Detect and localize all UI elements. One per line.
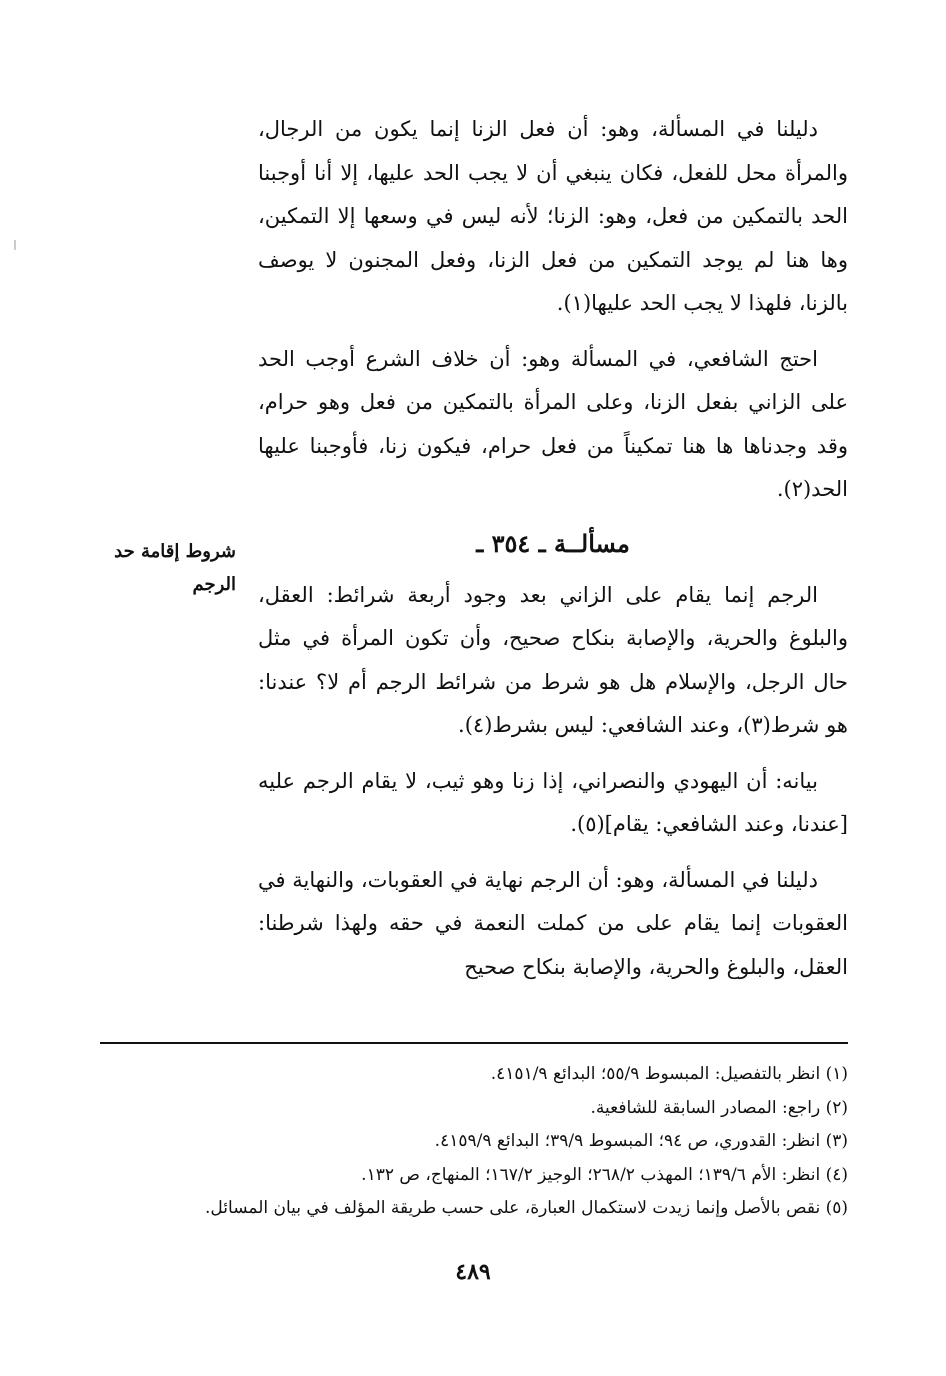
footnote-5: (٥) نقص بالأصل وإنما زيدت لاستكمال العبارة، على حسب طريقة المؤلف في بيان المسائل. — [205, 1198, 848, 1218]
footnote-1: (١) انظر بالتفصيل: المبسوط ٥٥/٩؛ البدائع ٤١٥١/٩. — [490, 1064, 848, 1084]
main-text — [258, 108, 848, 989]
margin-note-line-2: الرجم — [192, 574, 236, 595]
scan-edge-mark — [14, 240, 16, 250]
footnote-4: (٤) انظر: الأم ١٣٩/٦؛ المهذب ٢٦٨/٢؛ الوجيز ١٦٧/٢؛ المنهاج، ص ١٣٢. — [361, 1164, 848, 1185]
paragraph-5: دليلنا في المسألة، وهو: أن الرجم نهاية في العقوبات، والنهاية في العقوبات إنما يقام على من كملت النعمة في حقه ولهذا شرطنا: العقل، والبلوغ والحرية، والإصابة بنكاح صحيح — [258, 867, 848, 979]
footnotes — [100, 1058, 848, 1226]
footnote-3: (٣) انظر: القدوري، ص ٩٤؛ المبسوط ٣٩/٩؛ البدائع ٤١٥٩/٩. — [434, 1131, 848, 1151]
paragraph-2: احتج الشافعي، في المسألة وهو: أن خلاف الشرع أوجب الحد على الزاني بفعل الزنا، وعلى المرأة بالتمكين من فعل وهو حرام، وقد وجدناها ها هنا تمكيناً من فعل حرام، فيكون زنا، فأوجبنا عليها الحد(٢). — [258, 346, 848, 501]
margin-note — [86, 535, 236, 601]
footnote-2: (٢) راجع: المصادر السابقة للشافعية. — [590, 1097, 848, 1118]
footnote-divider — [100, 1042, 848, 1044]
section-heading: مسألــة ـ ٣٥٤ ـ — [476, 528, 630, 558]
margin-note-line-1: شروط إقامة حد — [114, 541, 236, 562]
page-number: ٤٨٩ — [455, 1259, 491, 1285]
paragraph-4: بيانه: أن اليهودي والنصراني، إذا زنا وهو ثيب، لا يقام الرجم عليه [عندنا، وعند الشافعي: يقام](٥). — [258, 768, 848, 836]
paragraph-1: دليلنا في المسألة، وهو: أن فعل الزنا إنما يكون من الرجال، والمرأة محل للفعل، فكان ينبغي أن لا يجب الحد عليها، إلا أنا أوجبنا الحد بالتمكين من فعل، وهو: الزنا؛ لأنه ليس في وسعها إلا التمكين، وها هنا لم يوجد التمكين من فعل الزنا، وفعل المجنون لا يوصف بالزنا، فلهذا لا يجب الحد عليها(١). — [258, 117, 848, 315]
paragraph-3: الرجم إنما يقام على الزاني بعد وجود أربعة شرائط: العقل، والبلوغ والحرية، والإصابة بنكاح صحيح، وأن تكون المرأة في مثل حال الرجل، والإسلام هل هو شرط من شرائط الرجم أم لا؟ عندنا: هو شرط(٣)، وعند الشافعي: ليس بشرط(٤). — [258, 582, 848, 737]
